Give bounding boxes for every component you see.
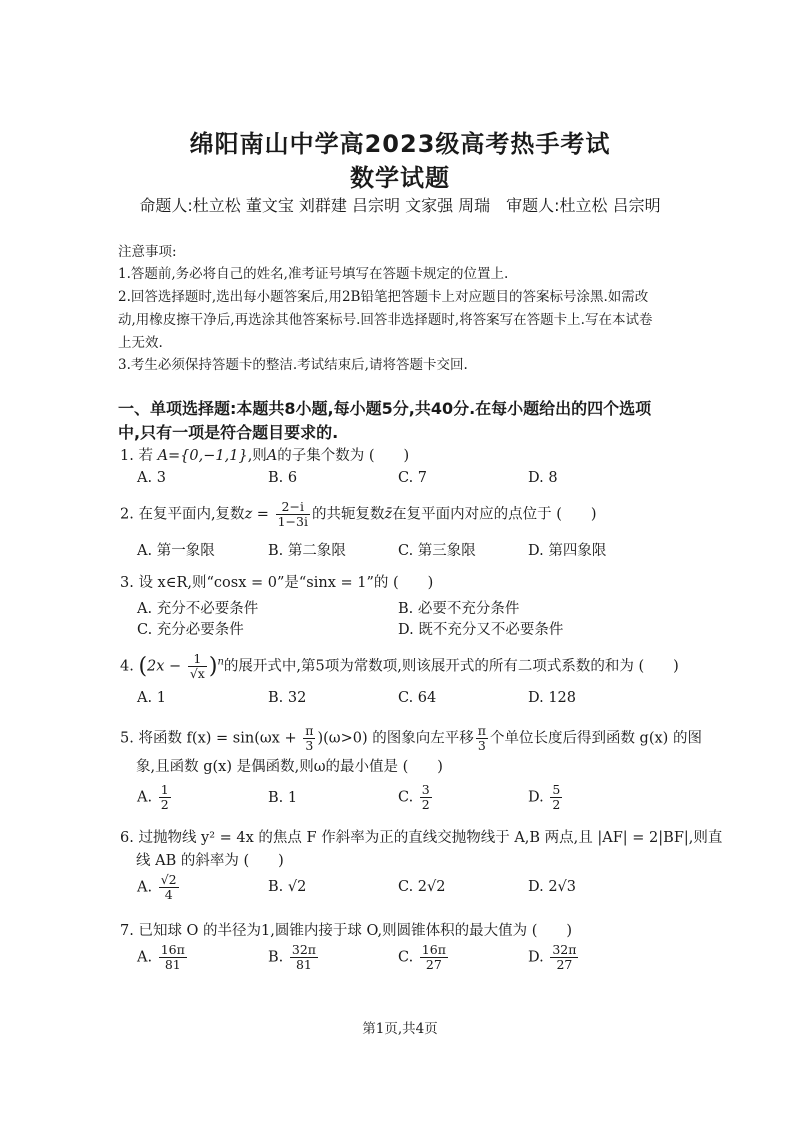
fraction [420, 943, 448, 972]
fraction-denominator: 4 [164, 887, 173, 902]
fraction-denominator: 3 [305, 738, 314, 753]
option-label: D. [528, 789, 544, 806]
fraction [420, 783, 432, 812]
fraction-numerator: 16π [160, 942, 185, 957]
fraction-numerator: π [305, 723, 314, 738]
fraction-denominator: 81 [164, 957, 181, 972]
fraction-numerator: 3 [421, 782, 430, 797]
q5-option-a [137, 783, 173, 812]
question-number: 5. [120, 730, 134, 747]
notice-item-2-line1: 2.回答选择题时,选出每小题答案后,用2B铅笔把答题卡上对应题目的答案标号涂黑.如需改 [118, 289, 649, 305]
q1-option-c: C. 7 [398, 470, 428, 486]
fraction [290, 943, 318, 972]
page-number: 第1页,共4页 [362, 1021, 438, 1037]
math-var: z [244, 506, 253, 523]
q6-option-c: C. 2√2 [398, 879, 446, 895]
question-text: 若 [138, 448, 158, 464]
fraction-denominator: 81 [295, 957, 312, 972]
q3-option-a: A. 充分不必要条件 [137, 601, 259, 617]
question-text: ,则 [247, 448, 267, 464]
section-heading-line2: 中,只有一项是符合题目要求的. [118, 423, 339, 442]
math-expr: 2x − [147, 658, 186, 675]
exam-title: 绵阳南山中学高2023级高考热手考试 [189, 130, 611, 158]
q7-option-d [528, 943, 580, 972]
option-label: C. [398, 949, 414, 966]
option-label: A. [137, 789, 153, 806]
section-heading-line1: 一、单项选择题:本题共8小题,每小题5分,共40分.在每小题给出的四个选项 [118, 399, 652, 418]
math-expr: 将函数 f(x) = sin(ωx + [138, 730, 302, 747]
q3-option-b: B. 必要不充分条件 [398, 601, 520, 617]
option-label: A. [137, 879, 153, 896]
authors-line: 命题人:杜立松 董文宝 刘群建 吕宗明 文家强 周瑞 审题人:杜立松 吕宗明 [139, 196, 661, 215]
fraction-denominator: 27 [425, 957, 442, 972]
fraction-numerator: 32π [552, 942, 577, 957]
q4-option-c: C. 64 [398, 690, 437, 706]
question-5-line2: 象,且函数 g(x) 是偶函数,则ω的最小值是 ( ) [136, 759, 443, 775]
fraction-numerator: π [477, 723, 486, 738]
notice-heading: 注意事项: [118, 244, 177, 260]
fraction [159, 783, 171, 812]
question-number: 1. [120, 448, 134, 464]
paren-right: ) [208, 654, 218, 679]
question-text: 在复平面内对应的点位于 ( ) [392, 506, 597, 523]
q2-option-d: D. 第四象限 [528, 543, 607, 559]
fraction-numerator: 1 [160, 782, 169, 797]
fraction-numerator: 2−i [276, 500, 310, 515]
math-var: A [266, 448, 278, 464]
q6-option-a [137, 873, 181, 902]
fraction-denominator: √x [189, 666, 205, 681]
fraction-denominator: 1−3i [277, 514, 308, 529]
q1-option-b: B. 6 [268, 470, 298, 486]
q2-option-b: B. 第二象限 [268, 543, 346, 559]
paren-left: ( [138, 654, 148, 679]
q2-option-a: A. 第一象限 [137, 543, 215, 559]
math-op: = [252, 506, 274, 523]
question-1 [120, 444, 409, 465]
q6-option-b: B. √2 [268, 879, 307, 895]
math-set: A={0,−1,1} [157, 448, 248, 464]
exam-subject-title: 数学试题 [350, 164, 450, 192]
fraction [276, 500, 310, 529]
fraction-denominator: 2 [421, 797, 430, 812]
fraction-denominator: 3 [477, 738, 486, 753]
math-var: z̄ [384, 506, 393, 523]
fraction [303, 724, 315, 753]
notice-item-3: 3.考生必须保持答题卡的整洁.考试结束后,请将答题卡交回. [118, 357, 468, 373]
fraction-numerator: 5 [552, 782, 561, 797]
notice-item-1: 1.答题前,务必将自己的姓名,准考证号填写在答题卡规定的位置上. [118, 266, 509, 282]
q4-option-a: A. 1 [137, 690, 166, 706]
q3-option-c: C. 充分必要条件 [137, 622, 244, 638]
fraction-denominator: 27 [556, 957, 573, 972]
fraction [550, 783, 562, 812]
question-text: 在复平面内,复数 [138, 506, 245, 523]
q2-option-c: C. 第三象限 [398, 543, 476, 559]
q4-option-b: B. 32 [268, 690, 307, 706]
q7-option-b [268, 943, 320, 972]
fraction [476, 724, 488, 753]
question-text: 的展开式中,第5项为常数项,则该展开式的所有二项式系数的和为 ( ) [223, 658, 679, 675]
question-number: 4. [120, 658, 134, 675]
fraction-numerator: 32π [291, 942, 316, 957]
question-7: 7. 已知球 O 的半径为1,圆锥内接于球 O,则圆锥体积的最大值为 ( ) [120, 923, 573, 939]
question-text: 的子集个数为 ( ) [277, 448, 410, 464]
question-number: 2. [120, 506, 134, 523]
math-exponent: n [217, 656, 224, 668]
fraction-denominator: 2 [552, 797, 561, 812]
fraction [550, 943, 578, 972]
q7-option-a [137, 943, 189, 972]
q4-option-d: D. 128 [528, 690, 577, 706]
fraction-numerator: √2 [160, 872, 177, 887]
option-label: B. [268, 949, 284, 966]
option-label: A. [137, 949, 153, 966]
fraction-denominator: 2 [160, 797, 169, 812]
question-2 [120, 500, 597, 529]
fraction [188, 652, 207, 681]
q5-option-b: B. 1 [268, 790, 298, 806]
question-text: )(ω>0) 的图象向左平移 [317, 730, 474, 747]
option-label: C. [398, 789, 414, 806]
q3-option-d: D. 既不充分又不必要条件 [398, 622, 564, 638]
q1-option-d: D. 8 [528, 470, 558, 486]
q6-option-d: D. 2√3 [528, 879, 577, 895]
notice-item-2-line2: 动,用橡皮擦干净后,再选涂其他答案标号.回答非选择题时,将答案写在答题卡上.写在本试卷 [118, 312, 653, 328]
question-5 [120, 724, 702, 753]
question-6-line2: 线 AB 的斜率为 ( ) [136, 853, 284, 869]
question-6-line1: 6. 过抛物线 y² = 4x 的焦点 F 作斜率为正的直线交抛物线于 A,B 两点,且 |AF| = 2|BF|,则直 [120, 830, 723, 846]
question-4 [120, 652, 679, 681]
fraction-numerator: 1 [188, 652, 207, 667]
fraction [159, 943, 187, 972]
question-3: 3. 设 x∈R,则“cosx = 0”是“sinx = 1”的 ( ) [120, 575, 434, 591]
q1-option-a: A. 3 [137, 470, 166, 486]
q5-option-c [398, 783, 434, 812]
notice-item-2-line3: 上无效. [118, 335, 163, 351]
q5-option-d [528, 783, 564, 812]
q7-option-c [398, 943, 450, 972]
fraction-numerator: 16π [421, 942, 446, 957]
question-text: 个单位长度后得到函数 g(x) 的图 [489, 730, 702, 747]
option-label: D. [528, 949, 544, 966]
question-text: 的共轭复数 [311, 506, 385, 523]
fraction [159, 873, 179, 902]
